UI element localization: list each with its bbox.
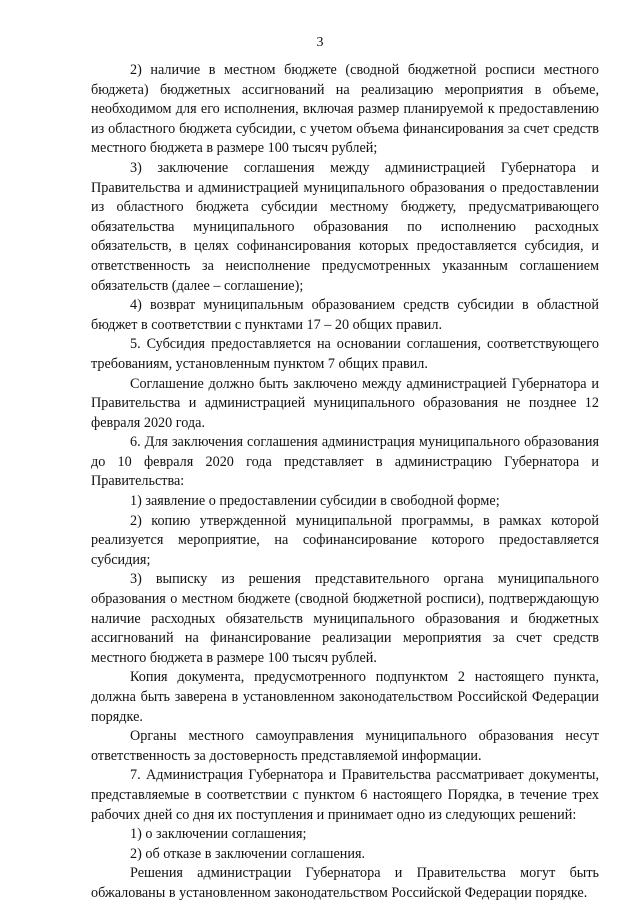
paragraph-doc-3-budget-extract: 3) выписку из решения представительного органа муниципального образования о местном бюджете (сводной бюджетной росписи), подтверждающую наличие расходных обязательств муниципального образования и бюджетных ассигнований на финансирование реализации мероприятия за счет средств местного бюджета в размере 100 тысяч рублей.	[91, 571, 599, 666]
paragraph-item-2-budget-allocation: 2) наличие в местном бюджете (сводной бюджетной росписи местного бюджета) бюджетных ассигнований на реализацию мероприятия в объеме, необходимом для его исполнения, включая размер планируемой к предоставлению из областного бюджета субсидии, с учетом объема финансирования за счет средств местного бюджета в размере 100 тысяч рублей;	[91, 62, 599, 157]
paragraph-doc-1-application: 1) заявление о предоставлении субсидии в свободной форме;	[130, 493, 500, 510]
paragraph-agreement-deadline: Соглашение должно быть заключено между администрацией Губернатора и Правительства и администрацией муниципального образования не позднее 12 февраля 2020 года.	[91, 375, 599, 431]
paragraph-point-7-review: 7. Администрация Губернатора и Правительства рассматривает документы, представляемые в соответствии с пунктом 6 настоящего Порядка, в течение трех рабочих дней со дня их поступления и принимает одно из следующих решений:	[91, 767, 599, 823]
paragraph-decision-2-refuse: 2) об отказе в заключении соглашения.	[130, 845, 366, 862]
paragraph-appeal: Решения администрации Губернатора и Правительства могут быть обжалованы в установленном законодательством Российской Федерации порядке.	[91, 865, 599, 901]
paragraph-responsibility: Органы местного самоуправления муниципального образования несут ответственность за достоверность представляемой информации.	[91, 728, 599, 764]
paragraph-point-5-subsidy-basis: 5. Субсидия предоставляется на основании соглашения, соответствующего требованиям, установленным пунктом 7 общих правил.	[91, 336, 599, 372]
paragraph-copy-certification: Копия документа, предусмотренного подпунктом 2 настоящего пункта, должна быть заверена в установленном законодательством Российской Федерации порядке.	[91, 669, 599, 725]
page-number: 3	[316, 35, 324, 50]
paragraph-decision-1-conclude: 1) о заключении соглашения;	[130, 826, 307, 843]
document-body	[91, 61, 599, 904]
paragraph-doc-2-program-copy: 2) копию утвержденной муниципальной программы, в рамках которой реализуется мероприятие, на софинансирование которого предоставляется субсидия;	[91, 512, 599, 568]
paragraph-point-6-documents: 6. Для заключения соглашения администрация муниципального образования до 10 февраля 2020 года представляет в администрацию Губернатора и Правительства:	[91, 434, 599, 490]
paragraph-item-3-agreement-conclusion: 3) заключение соглашения между администрацией Губернатора и Правительства и администрацией муниципального образования о предоставлении из областного бюджета субсидии местному бюджету, предусматривающего обязательства муниципального образования по исполнению расходных обязательств, в целях софинансирования которых предоставляется субсидия, и ответственность за неисполнение предусмотренных указанным соглашением обязательств (далее – соглашение);	[91, 159, 599, 294]
paragraph-item-4-subsidy-return: 4) возврат муниципальным образованием средств субсидии в областной бюджет в соответствии с пунктами 17 – 20 общих правил.	[91, 297, 599, 333]
